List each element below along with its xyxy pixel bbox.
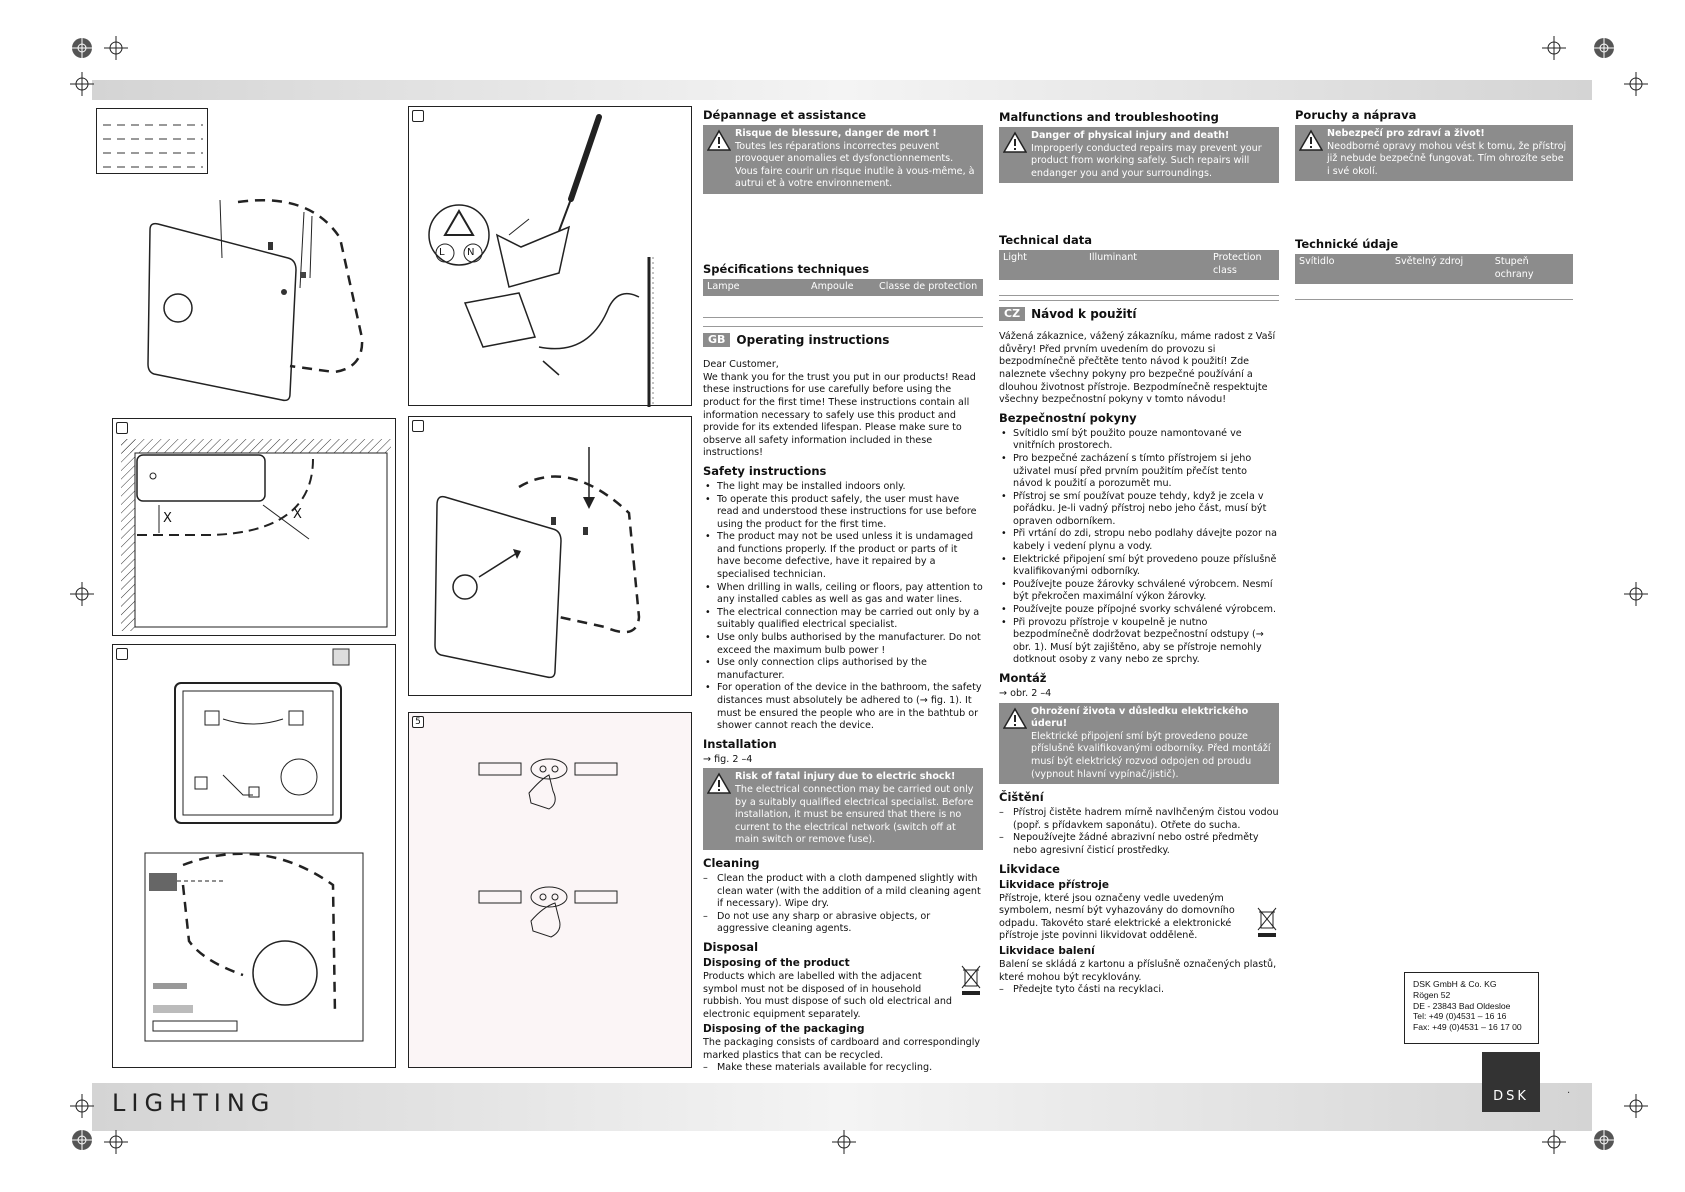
list-item: • Use only bulbs authorised by the manufacturer. Do not exceed the maximum bulb power ! [703,632,983,657]
column-czech-right [1295,108,1573,300]
column-english-czech [999,110,1279,997]
gb-installation-title: Installation [703,736,777,751]
bottom-gradient-band [92,1083,1592,1131]
gb-malfunction-title: Malfunctions and troubleshooting [999,110,1219,124]
cz-intro: Vážená zákaznice, vážený zákazníku, máme radost z Vaší důvěry! Před prvním uvedením do provozu si bezpodmínečně přečtěte tento návod k použití! Zde naleznete všechny pokyny pro bezpečné používání a dlouhou životnost přístroje. Bezpodmínečně respektujte všechny bezpečnostní pokyny v tomto návodu! [999,331,1276,406]
gb-installation-ref: → fig. 2 –4 [703,753,753,765]
list-item: • Svítidlo smí být použito pouze namontované ve vnitřních prostorech. [999,428,1279,453]
wiring-diagram [409,107,693,407]
fr-specs-title: Spécifications techniques [703,261,870,276]
gb-section-title: Operating instructions [736,332,890,347]
cz-montage-warning-text: Elektrické připojení smí být provedeno pouze příslušně kvalifikovanými odborníky. Před montáží musí být elektrický rozvod odpojen od proudu (vypnout hlavní vypínač/jistič). [1031,730,1271,780]
list-item: • Při vrtání do zdi, stropu nebo podlahy dávejte pozor na kabely i vedení plynu a vody. [999,528,1279,553]
cz-section-title: Návod k použití [1031,306,1137,321]
touch-sensor-diagram [409,713,693,1069]
mirror-overview-diagram [140,198,380,408]
list-item: • To operate this product safely, the user must have read and understood these instructions for use before using the product for the first time. [703,494,983,532]
spec-col: Světelný zdroj [1394,256,1464,268]
terminal-label: L [439,247,445,258]
dsk-logo [1482,1052,1540,1112]
gb-disposal-product-text: Products which are labelled with the adjacent symbol must not be disposed of in household rubbish. You must dispose of such old electrical and electronic equipment separately. [703,970,953,1020]
gb-tech-title: Technical data [999,233,1093,248]
cz-disposal-product-title: Likvidace přístroje [999,878,1109,891]
spec-col: Protection class [1213,252,1262,276]
gb-cleaning-title: Cleaning [703,855,760,870]
distance-label: X [293,507,302,522]
warning-triangle-icon [1299,129,1323,151]
dashed-legend-box [96,108,208,174]
registration-mark-icon [1592,36,1616,60]
warning-triangle-icon [707,129,731,151]
figure-number-box: 5 [412,716,424,728]
cz-malfunction-warning-title: Nebezpečí pro zdraví a život! [1327,128,1485,139]
registration-mark-icon [1592,1128,1616,1152]
list-item: – Make these materials available for recycling. [703,1062,983,1075]
gb-disposal-pack-list [703,1062,983,1075]
list-item: • When drilling in walls, ceiling or floors, pay attention to any installed cables as well as gas and water lines. [703,582,983,607]
dashed-lines-diagram [97,109,209,175]
cz-montage-ref: → obr. 2 –4 [999,688,1052,699]
page-dot: · [1567,1088,1571,1099]
list-item: • For operation of the device in the bathroom, the safety distances must absolutely be adhered to (→ fig. 1). It must be ensured the people who are in the bathtub or shower cannot reach the device. [703,682,983,732]
gb-safety-list [703,481,983,733]
cz-disposal-pack-title: Likvidace balení [999,944,1095,957]
spec-col: Lampe [707,280,740,292]
cz-disposal-product-text: Přístroje, které jsou označeny vedle uvedeným symbolem, nesmí být vyhazovány do domovního odpadu. Takovéto staré elektrické a elektronické přístroje jste povinni likvidovat odděleně. [999,892,1235,942]
crosshair-icon [1624,582,1648,606]
crosshair-icon [1542,36,1566,60]
figure-1-bathtub-distances [112,418,396,636]
weee-bin-icon [960,964,982,996]
terminal-label: N [467,247,475,258]
fr-warning-box [703,125,983,194]
gb-cleaning-list [703,873,983,936]
gb-disposal-product-title: Disposing of the product [703,956,850,969]
weee-bin-icon [1256,906,1278,938]
cz-disposal-title: Likvidace [999,861,1060,876]
cz-disposal-pack-list [999,984,1279,997]
registration-mark-icon [70,1128,94,1152]
company-city: DE - 23843 Bad Oldesloe [1413,1000,1511,1011]
crosshair-icon [1542,1130,1566,1154]
figure-mounting-mirror [408,416,692,696]
spec-divider [703,296,983,318]
spec-divider [1295,284,1573,300]
crosshair-icon [70,72,94,96]
column-french [703,108,983,1075]
crosshair-icon [104,1130,128,1154]
gb-tech-header [999,250,1279,279]
gb-install-warning-text: The electrical connection may be carried out only by a suitably qualified electrical specialist. Before installation, it must be ensured that there is no current to the electrical network (switch off at main switch or remove fuse). [735,783,974,846]
spec-col: Illuminant [1089,252,1138,264]
mounting-diagram [409,417,693,697]
spec-col: Ampoule [811,280,854,292]
company-street: Rögen 52 [1413,989,1451,1000]
cz-tech-header [1295,254,1573,283]
figure-2-wall-installation [112,644,396,1068]
gb-disposal-title: Disposal [703,939,759,954]
crosshair-icon [1624,72,1648,96]
cz-montage-warning-box [999,703,1279,785]
list-item: • The electrical connection may be carried out only by a suitably qualified electrical specialist. [703,607,983,632]
fr-troubleshoot-title: Dépannage et assistance [703,108,867,122]
installation-tools-diagram [113,645,397,1069]
dsk-logo-text: DSK [1493,1089,1529,1104]
gb-section-header [703,326,983,348]
distance-label: X [163,511,172,526]
cz-malfunction-title: Poruchy a náprava [1295,108,1417,122]
brand-wordmark: LIGHTING [112,1089,276,1117]
company-address-box [1404,972,1539,1044]
company-fax: Fax: +49 (0)4531 – 16 17 00 [1413,1022,1522,1033]
gb-safety-title: Safety instructions [703,463,827,478]
cz-section-header [999,300,1279,322]
fr-warning-title: Risque de blessure, danger de mort ! [735,128,937,139]
gb-disposal-pack-text: The packaging consists of cardboard and correspondingly marked plastics that can be recycled. [703,1037,981,1061]
list-item: • Use only connection clips authorised by the manufacturer. [703,657,983,682]
top-gradient-band [92,80,1592,100]
gb-install-warning-box [703,768,983,850]
list-item: – Do not use any sharp or abrasive objects, or aggressive cleaning agents. [703,911,983,936]
bathtub-diagram [113,419,397,637]
cz-cleaning-list [999,807,1279,857]
gb-malfunction-warning-title: Danger of physical injury and death! [1031,130,1230,141]
spec-divider [999,280,1279,296]
list-item: • Používejte pouze přípojné svorky schválené výrobcem. [999,604,1279,617]
company-tel: Tel: +49 (0)4531 – 16 16 [1413,1011,1507,1022]
list-item: • Pro bezpečné zacházení s tímto přístrojem si jeho uživatel musí před prvním použitím přečíst tento návod k použití a porozumět mu. [999,453,1279,491]
fr-warning-text: Toutes les réparations incorrectes peuvent provoquer anomalies et dysfonctionnements. Vous faire courir un risque inutile à vous-même, à autrui et à votre environnement. [735,140,975,190]
list-item: • The light may be installed indoors only. [703,481,983,494]
gb-intro: We thank you for the trust you put in our products! Read these instructions for use carefully before using the product for the first time! These instructions contain all information necessary to safely use this product and provide for its extended lifespan. Please make sure to observe all safety information included in these instructions! [703,371,976,459]
crosshair-icon [104,36,128,60]
gb-malfunction-warning-text: Improperly conducted repairs may prevent your product from working safely. Such repairs will endanger you and your surroundings. [1031,142,1262,179]
cz-montage-warning-title: Ohrožení života v důsledku elektrického úderu! [1031,705,1249,730]
crosshair-icon [70,582,94,606]
gb-tag: GB [703,333,730,348]
cz-cleaning-title: Čištění [999,790,1044,805]
gb-install-warning-title: Risk of fatal injury due to electric shock! [735,771,956,783]
figure-5-touch-sensor [408,712,692,1068]
warning-triangle-icon [1003,131,1027,153]
crosshair-icon [832,1130,856,1154]
cz-tech-title: Technické údaje [1295,237,1399,252]
figure-junction-box-wiring [408,106,692,406]
cz-tag: CZ [999,307,1025,322]
list-item: • Používejte pouze žárovky schválené výrobcem. Nesmí být překročen maximální výkon žárovky. [999,579,1279,604]
list-item: – Předejte tyto části na recyklaci. [999,984,1279,997]
list-item: • Přístroj se smí používat pouze tehdy, když je zcela v pořádku. Je-li vadný přístroj nebo jeho část, musí být opraven odborníkem. [999,491,1279,529]
registration-mark-icon [70,36,94,60]
cz-safety-list [999,428,1279,667]
gb-greeting: Dear Customer, [703,359,779,371]
cz-montage-title: Montáž [999,671,1047,685]
cz-malfunction-warning-box [1295,125,1573,181]
gb-malfunction-warning-box [999,127,1279,183]
gb-disposal-pack-title: Disposing of the packaging [703,1023,865,1036]
warning-triangle-icon [707,772,731,794]
spec-col: Stupeň ochrany [1494,256,1534,280]
cz-safety-title: Bezpečnostní pokyny [999,410,1137,425]
list-item: – Nepoužívejte žádné abrazivní nebo ostré předměty nebo agresivní čisticí prostředky. [999,832,1279,857]
crosshair-icon [70,1094,94,1118]
fr-spec-header [703,279,983,296]
cz-disposal-pack-text: Balení se skládá z kartonu a příslušně označených plastů, které mohou být recyklovány. [999,958,1277,983]
cz-malfunction-warning-text: Neodborné opravy mohou vést k tomu, že přístroj již nebude bezpečně fungovat. Tím ohrozíte sebe i své okolí. [1327,140,1567,177]
spec-col: Svítidlo [1299,256,1335,268]
list-item: • The product may not be used unless it is undamaged and functions properly. If the product or parts of it have become defective, have it repaired by a specialised technician. [703,531,983,581]
list-item: – Clean the product with a cloth dampened slightly with clean water (with the addition of a mild cleaning agent if necessary). Wipe dry. [703,873,983,911]
company-name: DSK GmbH & Co. KG [1413,979,1497,989]
spec-col: Classe de protection [879,280,978,292]
list-item: – Přístroj čistěte hadrem mírně navlhčeným čistou vodou (popř. s přídavkem saponátu). Otřete do sucha. [999,807,1279,832]
crosshair-icon [1624,1094,1648,1118]
warning-triangle-icon [1003,707,1027,729]
spec-col: Light [1003,252,1027,264]
list-item: • Při provozu přístroje v koupelně je nutno bezpodmínečně dodržovat bezpečnostní odstupy (→ obr. 1). Musí být zajištěno, aby se přístroje nemohly dotknout osoby z vany nebo ze sprchy. [999,617,1279,667]
list-item: • Elektrické připojení smí být provedeno pouze příslušně kvalifikovanými odborníky. [999,554,1279,579]
